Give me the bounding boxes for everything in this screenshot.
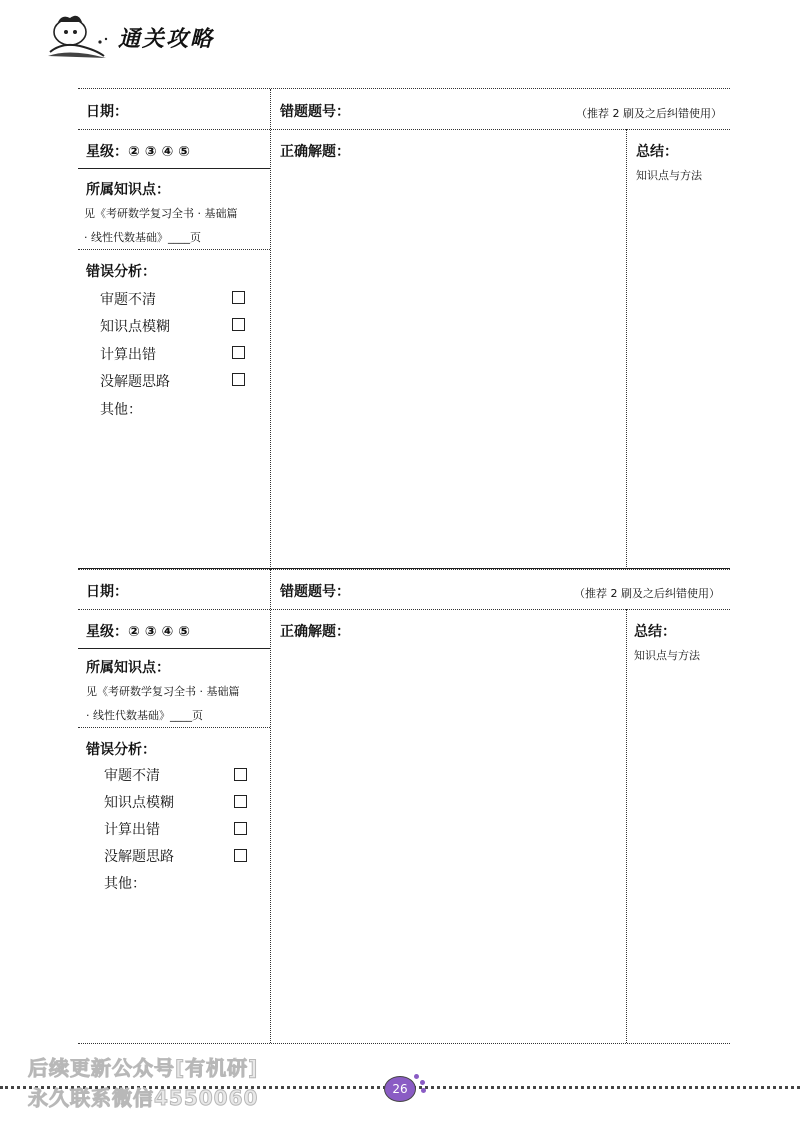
mistake-record-sheet [78,568,730,1044]
error-item-unclear-knowledge: 知识点模糊 [104,795,174,811]
error-checkbox[interactable] [232,373,245,386]
error-checkbox[interactable] [234,768,247,781]
watermark-line-1: 后续更新公众号[有机研] [28,1056,259,1080]
date-label: 日期： [86,584,128,600]
summary-hint: 知识点与方法 [634,649,700,662]
column-divider-right [626,609,627,1043]
row-divider [78,609,730,610]
row-divider [78,168,270,169]
error-item-calculation: 计算出错 [104,822,160,838]
page-header [40,12,280,60]
knowledge-point-label: 所属知识点： [86,660,170,676]
error-analysis-label: 错误分析： [86,742,156,758]
star-rating-label: 星级：② ③ ④ ⑤ [86,144,191,160]
reference-line-2: · 线性代数基础》____页 [86,709,203,722]
reference-line-1: 见《考研数学复习全书 · 基础篇 [84,207,238,220]
error-item-no-idea: 没解题思路 [104,849,174,865]
other-label: 其他： [104,876,146,892]
error-checkbox[interactable] [234,849,247,862]
error-item-no-idea: 没解题思路 [100,374,170,390]
row-divider [78,249,270,250]
column-divider-right [626,129,627,569]
error-checkbox[interactable] [234,822,247,835]
reference-line-1: 见《考研数学复习全书 · 基础篇 [86,685,240,698]
error-item-unclear-knowledge: 知识点模糊 [100,319,170,335]
error-item-careless-reading: 审题不清 [100,292,156,308]
correct-solution-label: 正确解题： [280,624,350,640]
error-checkbox[interactable] [232,346,245,359]
error-analysis-label: 错误分析： [86,264,156,280]
page-number-badge: 26 [384,1076,416,1102]
error-checkbox[interactable] [232,318,245,331]
paw-icon [420,1080,425,1085]
paw-icon [414,1074,419,1079]
date-label: 日期： [86,104,128,120]
summary-hint: 知识点与方法 [636,169,702,182]
recommend-note: （推荐 2 刷及之后纠错使用） [576,107,722,120]
paw-icon [421,1088,426,1093]
column-divider-left [270,89,271,569]
wrong-question-number-label: 错题题号： [280,584,350,600]
correct-solution-label: 正确解题： [280,144,350,160]
header-title: 通关攻略 [118,26,215,52]
row-divider [78,129,730,130]
summary-label: 总结： [636,144,678,160]
star-rating-label: 星级：② ③ ④ ⑤ [86,624,191,640]
row-divider [78,727,270,728]
error-checkbox[interactable] [234,795,247,808]
knowledge-point-label: 所属知识点： [86,182,170,198]
mistake-record-sheet [78,88,730,570]
row-divider [78,648,270,649]
summary-label: 总结： [634,624,676,640]
thinker-cartoon-logo [40,12,112,60]
watermark-line-2: 永久联系微信4550060 [28,1086,259,1110]
recommend-note: （推荐 2 刷及之后纠错使用） [574,587,720,600]
error-item-calculation: 计算出错 [100,347,156,363]
column-divider-left [270,569,271,1043]
reference-line-2: · 线性代数基础》____页 [84,231,201,244]
error-item-careless-reading: 审题不清 [104,768,160,784]
other-label: 其他： [100,402,142,418]
wrong-question-number-label: 错题题号： [280,104,350,120]
error-checkbox[interactable] [232,291,245,304]
